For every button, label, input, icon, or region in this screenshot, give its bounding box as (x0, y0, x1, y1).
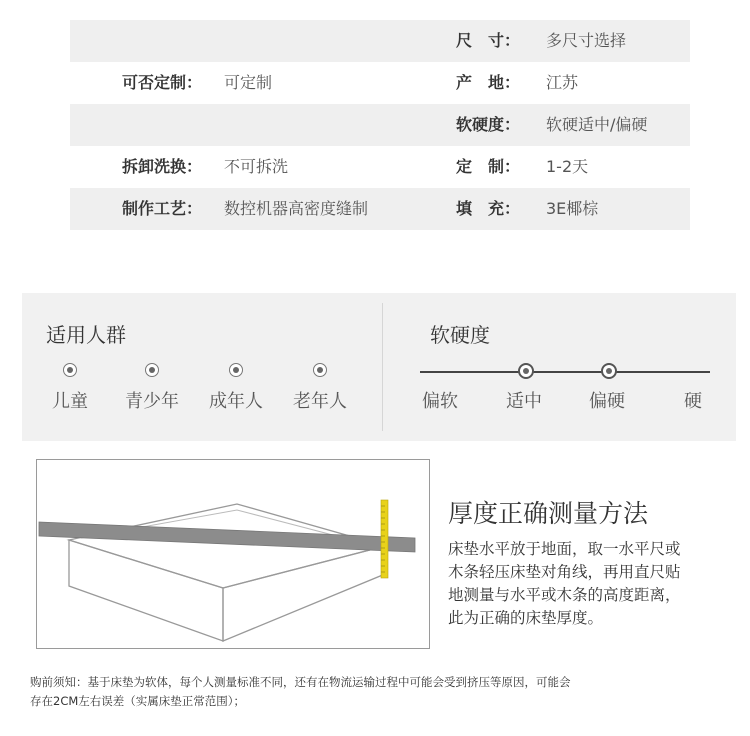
mattress-front-face (69, 540, 223, 641)
hardness-knob-firm (601, 363, 617, 379)
measurement-line: 木条轻压床垫对角线，再用直尺贴 (448, 563, 681, 581)
spec-value-origin: 江苏 (546, 73, 579, 92)
spec-label-custom-time: 定 制： (456, 157, 521, 176)
measurement-line: 床垫水平放于地面，取一水平尺或 (448, 540, 681, 558)
hardness-title: 软硬度 (430, 323, 490, 347)
spec-label-washable: 拆卸洗换： (122, 157, 203, 176)
spec-label-hardness: 软硬度： (456, 115, 521, 134)
measurement-line: 地测量与水平或木条的高度距离， (448, 586, 681, 604)
panel-divider (382, 303, 383, 431)
hardness-knob-medium (518, 363, 534, 379)
spec-value-filling: 3E椰棕 (546, 199, 599, 218)
spec-row (70, 146, 690, 188)
notice-line: 存在2CM左右误差（实属床垫正常范围）； (30, 694, 246, 708)
spec-row (70, 188, 690, 230)
crowd-title: 适用人群 (46, 323, 126, 347)
spec-row (70, 104, 690, 146)
crowd-radio-elderly (313, 363, 327, 377)
crowd-radio-adult (229, 363, 243, 377)
crowd-label-elderly: 老年人 (293, 391, 347, 412)
spec-row (70, 62, 690, 104)
mattress-side-face (223, 546, 385, 641)
hardness-label-hard: 硬 (684, 391, 702, 412)
spec-value-customizable: 可定制 (224, 73, 273, 92)
spec-value-washable: 不可拆洗 (224, 157, 289, 176)
spec-value-custom-time: 1-2天 (546, 157, 589, 176)
measurement-diagram (36, 459, 430, 649)
hardness-scale-line (420, 371, 710, 373)
spec-label-origin: 产 地： (456, 73, 521, 92)
spec-label-craft: 制作工艺： (122, 199, 203, 218)
measurement-title: 厚度正确测量方法 (448, 499, 649, 528)
spec-table (70, 20, 690, 230)
spec-row (70, 20, 690, 62)
crowd-radio-teen (145, 363, 159, 377)
measurement-description (448, 538, 738, 630)
crowd-radio-child (63, 363, 77, 377)
spec-value-hardness: 软硬适中/偏硬 (546, 115, 648, 134)
spec-label-filling: 填 充： (456, 199, 521, 218)
spec-label-customizable: 可否定制： (122, 73, 203, 92)
notice-line: 购前须知：基于床垫为软体，每个人测量标准不同，还有在物流运输过程中可能会受到挤压等原因，可能会 (30, 675, 571, 689)
measurement-line: 此为正确的床垫厚度。 (448, 609, 604, 627)
spec-label-size: 尺 寸： (456, 31, 521, 50)
crowd-label-teen: 青少年 (125, 391, 179, 412)
hardness-label-soft: 偏软 (422, 391, 458, 412)
spec-value-craft: 数控机器高密度缝制 (224, 199, 369, 218)
crowd-label-adult: 成年人 (209, 391, 263, 412)
crowd-label-child: 儿童 (52, 391, 88, 412)
hardness-label-firm: 偏硬 (589, 391, 625, 412)
mattress-illustration (37, 460, 431, 650)
hardness-label-medium: 适中 (506, 391, 542, 412)
level-bar (39, 522, 415, 552)
spec-value-size: 多尺寸选择 (546, 31, 627, 50)
purchase-notice (30, 673, 730, 711)
suitability-panel (22, 293, 736, 441)
